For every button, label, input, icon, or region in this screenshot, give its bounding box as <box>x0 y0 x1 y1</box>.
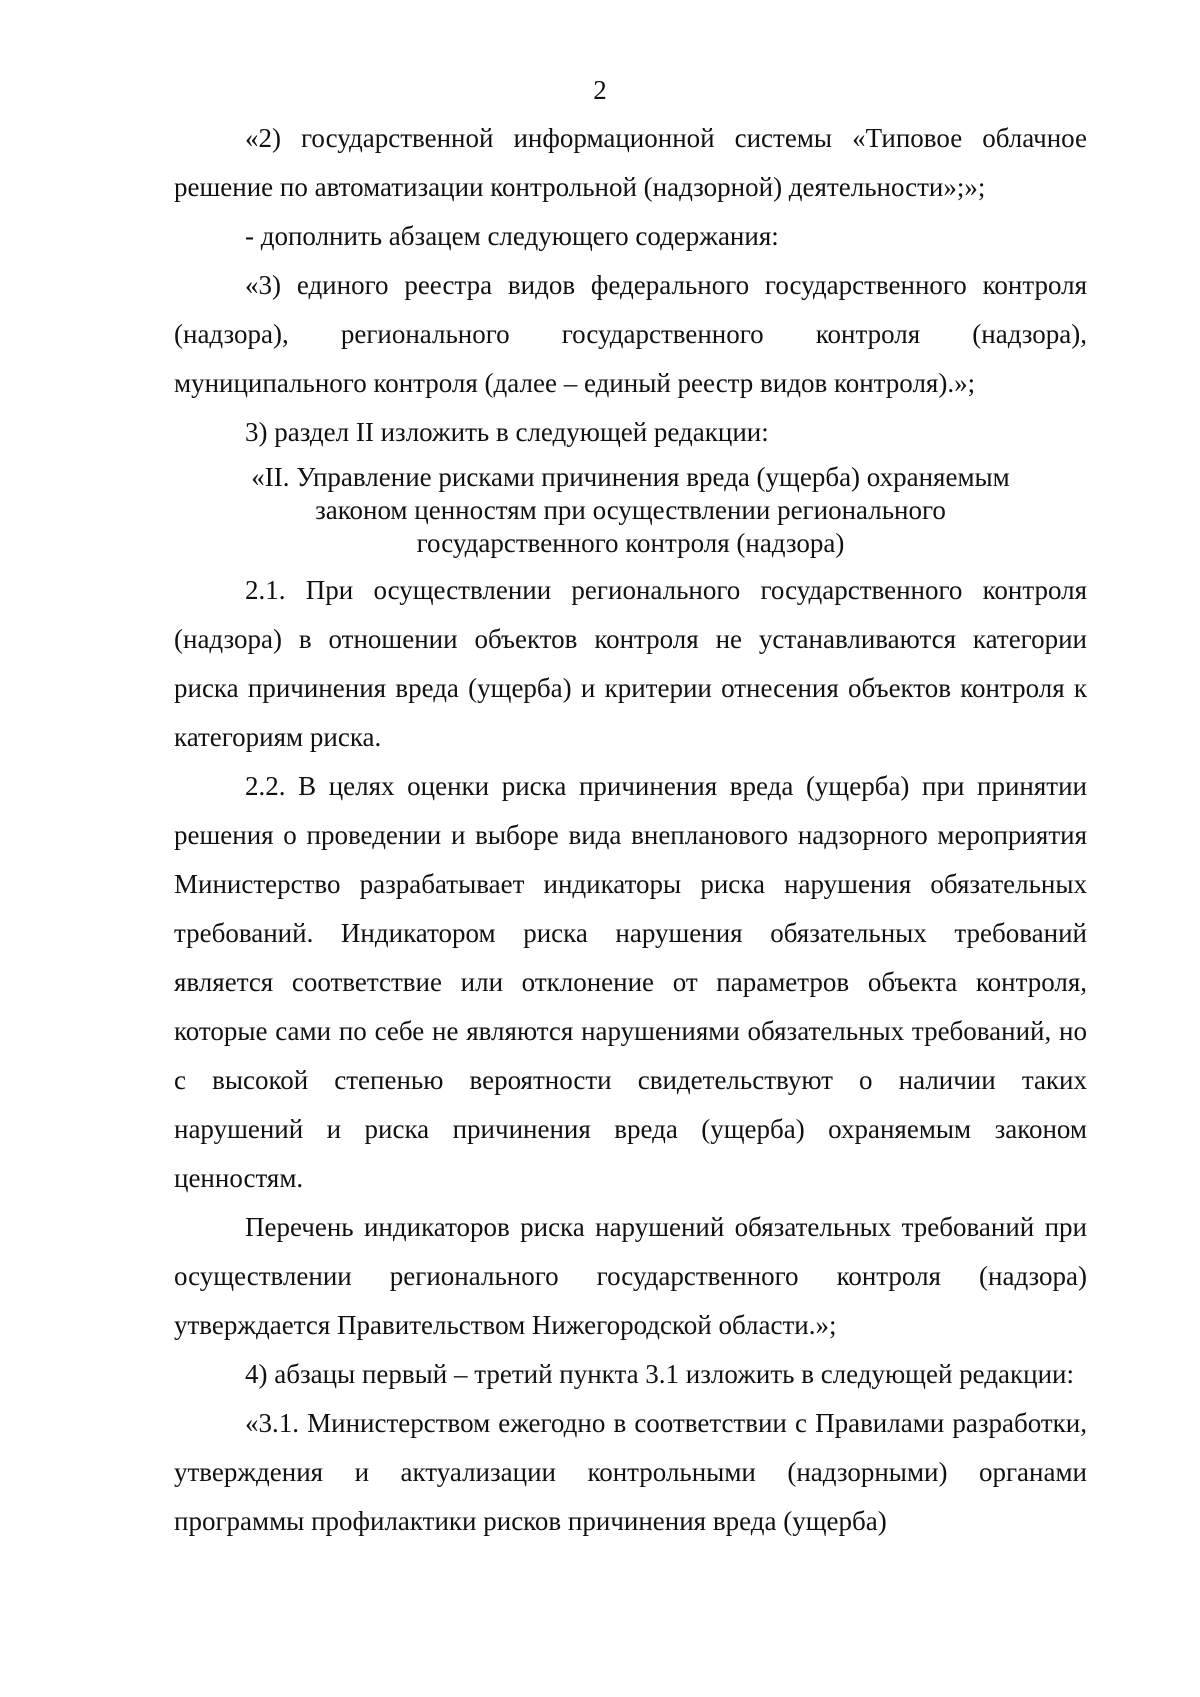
paragraph-supplement-instruction: - дополнить абзацем следующего содержания: <box>245 221 779 251</box>
paragraph-item-2-gis: «2) государственной информационной системы «Типовое облачное решение по автоматизации контрольной (надзорной) деятельности»;»; <box>174 123 1087 202</box>
page-number: 2 <box>593 75 607 105</box>
section-heading-line: «II. Управление рисками причинения вреда (ущерба) охраняемым <box>251 462 1010 492</box>
paragraph-clause-2-1: 2.1. При осуществлении регионального государственного контроля (надзора) в отношении объектов контроля не устанавливаются категории риска причинения вреда (ущерба) и критерии отнесения объектов контроля к категориям риска. <box>174 575 1087 752</box>
paragraph-indicator-list: Перечень индикаторов риска нарушений обязательных требований при осуществлении регионального государственного контроля (надзора) утверждается Правительством Нижегородской области.»; <box>174 1212 1087 1340</box>
document-body <box>174 114 1087 1546</box>
paragraph-item-3-registry: «3) единого реестра видов федерального государственного контроля (надзора), регионального государственного контроля (надзора), муниципального контроля (далее – единый реестр видов контроля).»; <box>174 270 1087 398</box>
section-heading-line: законом ценностям при осуществлении регионального <box>315 495 946 525</box>
section-heading-line: государственного контроля (надзора) <box>416 528 845 558</box>
paragraph-clause-3-1: «3.1. Министерством ежегодно в соответствии с Правилами разработки, утверждения и актуализации контрольными (надзорными) органами программы профилактики рисков причинения вреда (ущерба) <box>174 1408 1087 1536</box>
paragraph-clause-2-2: 2.2. В целях оценки риска причинения вреда (ущерба) при принятии решения о проведении и выборе вида внепланового надзорного мероприятия Министерство разрабатывает индикаторы риска нарушения обязательных требований. Индикатором риска нарушения обязательных требований является соответствие или отклонение от параметров объекта контроля, которые сами по себе не являются нарушениями обязательных требований, но с высокой степенью вероятности свидетельствуют о наличии таких нарушений и риска причинения вреда (ущерба) охраняемым законом ценностям. <box>174 771 1087 1193</box>
paragraph-section-2-instruction: 3) раздел II изложить в следующей редакции: <box>245 417 769 447</box>
section-heading <box>174 457 1087 566</box>
paragraph-item-4-instruction: 4) абзацы первый – третий пункта 3.1 изложить в следующей редакции: <box>245 1359 1074 1389</box>
